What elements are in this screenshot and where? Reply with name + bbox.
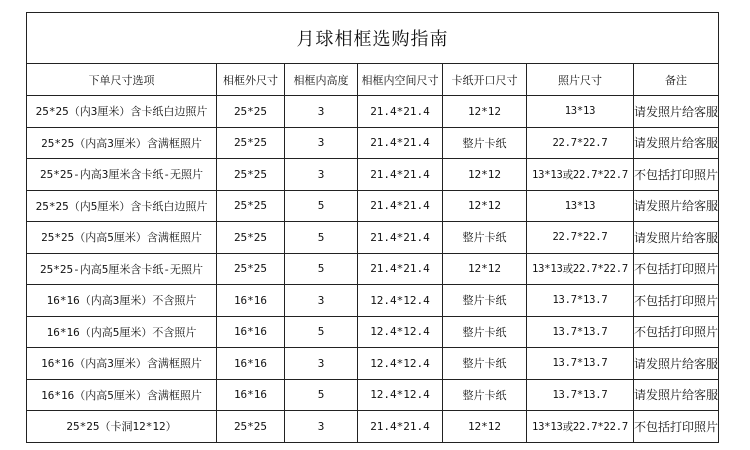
inner-height-cell: 5 (285, 379, 358, 411)
column-header-order-option: 下单尺寸选项 (27, 64, 217, 96)
remark-cell: 不包括打印照片 (634, 253, 719, 285)
inner-space-cell: 21.4*21.4 (358, 159, 443, 191)
column-header-inner-space: 相框内空间尺寸 (358, 64, 443, 96)
table-row (27, 379, 719, 411)
remark-cell: 请发照片给客服 (634, 127, 719, 159)
outer-size-cell: 16*16 (217, 379, 285, 411)
mat-opening-cell: 12*12 (443, 96, 527, 128)
remark-cell: 不包括打印照片 (634, 159, 719, 191)
inner-height-cell: 3 (285, 127, 358, 159)
remark-cell: 请发照片给客服 (634, 222, 719, 254)
outer-size-cell: 25*25 (217, 127, 285, 159)
inner-height-cell: 5 (285, 190, 358, 222)
mat-opening-cell: 整片卡纸 (443, 379, 527, 411)
order-option-cell: 16*16（内高5厘米）含满框照片 (27, 379, 217, 411)
remark-cell: 请发照片给客服 (634, 190, 719, 222)
table-row (27, 348, 719, 380)
order-option-cell: 25*25-内高5厘米含卡纸-无照片 (27, 253, 217, 285)
remark-cell: 不包括打印照片 (634, 411, 719, 443)
order-option-cell: 16*16（内高5厘米）不含照片 (27, 316, 217, 348)
mat-opening-cell: 整片卡纸 (443, 285, 527, 317)
inner-height-cell: 5 (285, 316, 358, 348)
mat-opening-cell: 12*12 (443, 159, 527, 191)
outer-size-cell: 25*25 (217, 190, 285, 222)
inner-space-cell: 21.4*21.4 (358, 190, 443, 222)
inner-height-cell: 3 (285, 411, 358, 443)
inner-space-cell: 21.4*21.4 (358, 127, 443, 159)
column-header-inner-height: 相框内高度 (285, 64, 358, 96)
inner-height-cell: 5 (285, 253, 358, 285)
order-option-cell: 16*16（内高3厘米）不含照片 (27, 285, 217, 317)
mat-opening-cell: 整片卡纸 (443, 316, 527, 348)
photo-size-cell: 13.7*13.7 (527, 348, 634, 380)
order-option-cell: 25*25（卡洞12*12） (27, 411, 217, 443)
table-row (27, 316, 719, 348)
table-row (27, 411, 719, 443)
table-row (27, 222, 719, 254)
table-row (27, 190, 719, 222)
photo-size-cell: 22.7*22.7 (527, 127, 634, 159)
mat-opening-cell: 12*12 (443, 253, 527, 285)
header-row (27, 64, 719, 96)
outer-size-cell: 16*16 (217, 285, 285, 317)
mat-opening-cell: 整片卡纸 (443, 348, 527, 380)
remark-cell: 不包括打印照片 (634, 285, 719, 317)
inner-space-cell: 12.4*12.4 (358, 285, 443, 317)
inner-space-cell: 21.4*21.4 (358, 222, 443, 254)
inner-height-cell: 5 (285, 222, 358, 254)
table-row (27, 253, 719, 285)
order-option-cell: 16*16（内高3厘米）含满框照片 (27, 348, 217, 380)
photo-size-cell: 13.7*13.7 (527, 316, 634, 348)
outer-size-cell: 25*25 (217, 411, 285, 443)
photo-size-cell: 13.7*13.7 (527, 285, 634, 317)
mat-opening-cell: 12*12 (443, 411, 527, 443)
mat-opening-cell: 12*12 (443, 190, 527, 222)
order-option-cell: 25*25（内高3厘米）含满框照片 (27, 127, 217, 159)
inner-space-cell: 12.4*12.4 (358, 348, 443, 380)
order-option-cell: 25*25（内3厘米）含卡纸白边照片 (27, 96, 217, 128)
inner-space-cell: 12.4*12.4 (358, 316, 443, 348)
page-title: 月球相框选购指南 (27, 13, 719, 64)
photo-size-cell: 13*13或22.7*22.7 (527, 411, 634, 443)
outer-size-cell: 25*25 (217, 96, 285, 128)
remark-cell: 请发照片给客服 (634, 348, 719, 380)
outer-size-cell: 25*25 (217, 253, 285, 285)
photo-size-cell: 22.7*22.7 (527, 222, 634, 254)
remark-cell: 请发照片给客服 (634, 379, 719, 411)
mat-opening-cell: 整片卡纸 (443, 127, 527, 159)
table-row (27, 285, 719, 317)
table-row (27, 159, 719, 191)
mat-opening-cell: 整片卡纸 (443, 222, 527, 254)
photo-size-cell: 13.7*13.7 (527, 379, 634, 411)
inner-height-cell: 3 (285, 96, 358, 128)
inner-height-cell: 3 (285, 159, 358, 191)
table-row (27, 96, 719, 128)
column-header-photo-size: 照片尺寸 (527, 64, 634, 96)
column-header-outer-size: 相框外尺寸 (217, 64, 285, 96)
photo-size-cell: 13*13或22.7*22.7 (527, 253, 634, 285)
remark-cell: 请发照片给客服 (634, 96, 719, 128)
outer-size-cell: 16*16 (217, 348, 285, 380)
photo-size-cell: 13*13 (527, 190, 634, 222)
order-option-cell: 25*25（内高5厘米）含满框照片 (27, 222, 217, 254)
inner-space-cell: 21.4*21.4 (358, 411, 443, 443)
order-option-cell: 25*25（内5厘米）含卡纸白边照片 (27, 190, 217, 222)
inner-space-cell: 12.4*12.4 (358, 379, 443, 411)
photo-size-cell: 13*13或22.7*22.7 (527, 159, 634, 191)
outer-size-cell: 16*16 (217, 316, 285, 348)
outer-size-cell: 25*25 (217, 222, 285, 254)
order-option-cell: 25*25-内高3厘米含卡纸-无照片 (27, 159, 217, 191)
outer-size-cell: 25*25 (217, 159, 285, 191)
frame-guide-table (26, 12, 719, 443)
column-header-mat-opening: 卡纸开口尺寸 (443, 64, 527, 96)
photo-size-cell: 13*13 (527, 96, 634, 128)
column-header-remark: 备注 (634, 64, 719, 96)
table-row (27, 127, 719, 159)
remark-cell: 不包括打印照片 (634, 316, 719, 348)
inner-height-cell: 3 (285, 285, 358, 317)
inner-space-cell: 21.4*21.4 (358, 253, 443, 285)
inner-space-cell: 21.4*21.4 (358, 96, 443, 128)
inner-height-cell: 3 (285, 348, 358, 380)
guide-container (26, 12, 718, 443)
